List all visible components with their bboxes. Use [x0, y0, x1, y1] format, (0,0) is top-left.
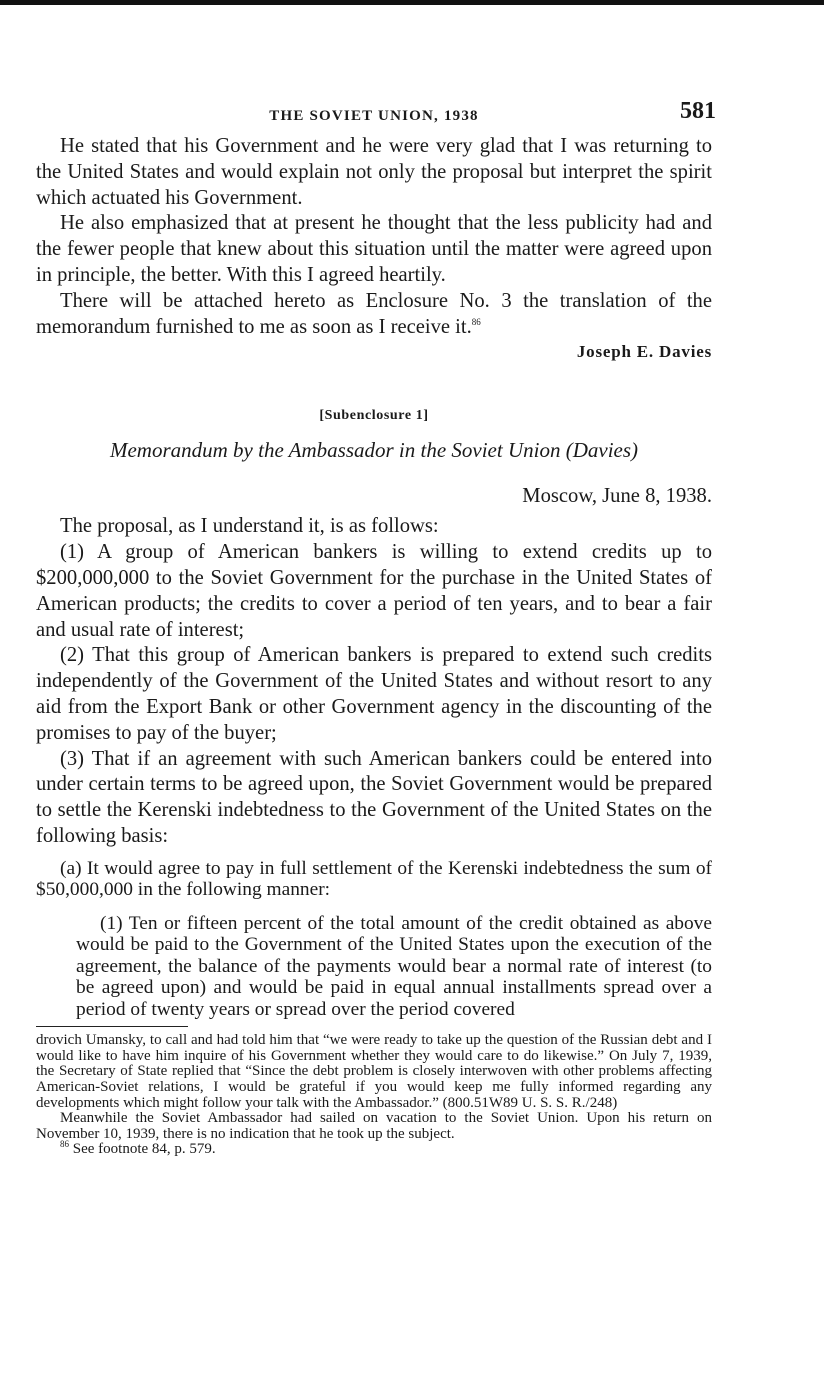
document-page	[36, 98, 716, 1158]
footnotes	[36, 1033, 712, 1158]
footnote-meanwhile: Meanwhile the Soviet Ambassador had sailed on vacation to the Soviet Union. Upon his return on November 10, 1939, there is no indication that he took up the subject.	[36, 1110, 712, 1142]
footnote-continuation: drovich Umansky, to call and had told him that “we were ready to take up the question of the Russian debt and I would like to have him inquire of his Government whether they would care to do likewise.” On July 7, 1939, the Secretary of State replied that “Since the debt problem is closely interwoven with other problems affecting American-Soviet relations, I would be grateful if you would keep me fully informed regarding any developments which might follow your talk with the Ambassador.” (800.51W89 U. S. S. R./248)	[36, 1032, 712, 1111]
memorandum-body	[36, 514, 712, 849]
clause-a-block	[36, 858, 712, 901]
letter-paragraph-last	[36, 289, 712, 341]
subenclosure-label: [Subenclosure 1]	[319, 408, 429, 424]
letter-paragraph: He also emphasized that at present he thought that the less publicity had and the fewer people that knew about this situation until the matter were agreed upon in principle, the better. With this I agreed heartily.	[36, 212, 712, 286]
running-header	[36, 98, 716, 134]
footnote-ref-86: 86	[471, 316, 481, 327]
letter-paragraph: He stated that his Government and he were very glad that I was returning to the United States and would explain not only the proposal but interpret the spirit which actuated his Government.	[36, 135, 712, 209]
footnote-86-number: 86	[60, 1139, 69, 1150]
memorandum-title: Memorandum by the Ambassador in the Soviet Union (Davies)	[109, 438, 639, 463]
footnote-86	[36, 1139, 712, 1158]
footnote-rule	[36, 1026, 188, 1027]
clause-a-1: (1) Ten or fifteen percent of the total amount of the credit obtained as above would be paid to the Government of the United States upon the execution of the agreement, the balance of the payments would bear a normal rate of interest (to be agreed upon) and would be paid in equal annual installments spread over a period of twenty years or spread over the period covered	[76, 912, 712, 1020]
memo-paragraph: (1) A group of American bankers is willing to extend credits up to $200,000,000 to the Soviet Government for the purchase in the United States of American products; the credits to cover a period of ten years, and to bear a fair and usual rate of interest;	[36, 541, 712, 641]
clause-a-1-block	[76, 913, 712, 1021]
memo-paragraph: The proposal, as I understand it, is as follows:	[60, 515, 439, 538]
top-edge-rule	[0, 0, 824, 5]
letter-paragraph-text: There will be attached hereto as Enclosure No. 3 the translation of the memorandum furnished to me as soon as I receive it.	[36, 289, 712, 338]
footnote-86-text: See footnote 84, p. 579.	[72, 1141, 216, 1158]
clause-a: (a) It would agree to pay in full settlement of the Kerenski indebtedness the sum of $50,000,000 in the following manner:	[36, 857, 712, 901]
signature: Joseph E. Davies	[576, 342, 712, 362]
memo-paragraph: (3) That if an agreement with such American bankers could be entered into under certain terms to be agreed upon, the Soviet Government would be prepared to settle the Kerenski indebtedness to the Government of the United States on the following basis:	[36, 747, 712, 847]
memo-paragraph: (2) That this group of American bankers is prepared to extend such credits independently of the Government of the United States and without resort to any aid from the Export Bank or other Government agency in the discounting of the promises to pay of the buyer;	[36, 644, 712, 744]
running-title: THE SOVIET UNION, 1938	[269, 108, 479, 124]
letter-body	[36, 134, 712, 362]
dateline: Moscow, June 8, 1938.	[522, 485, 712, 508]
page-number: 581	[680, 98, 716, 124]
